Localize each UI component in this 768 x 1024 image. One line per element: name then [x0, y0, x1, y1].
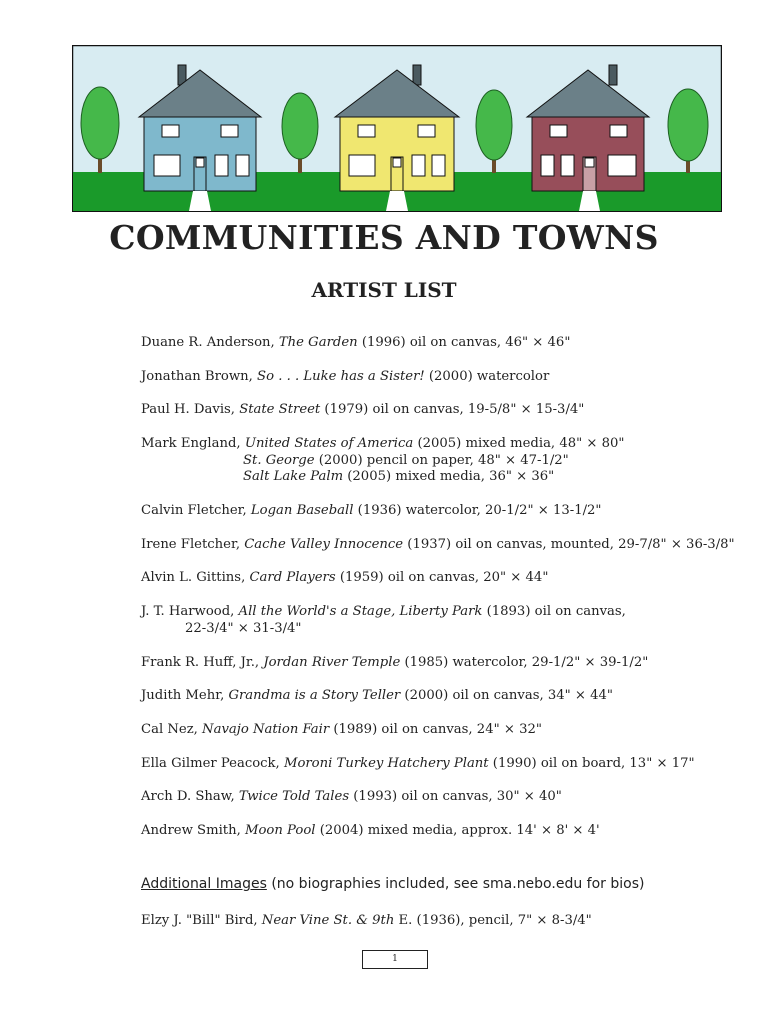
list-item: Andrew Smith, Moon Pool (2004) mixed media, approx. 14' × 8' × 4' [141, 823, 600, 838]
page-title: COMMUNITIES AND TOWNS [109, 218, 659, 257]
list-item: Arch D. Shaw, Twice Told Tales (1993) oil on canvas, 30" × 40" [141, 789, 562, 804]
list-item: Elzy J. "Bill" Bird, Near Vine St. & 9th E. (1936), pencil, 7" × 8-3/4" [141, 913, 592, 928]
list-item: Judith Mehr, Grandma is a Story Teller (2000) oil on canvas, 34" × 44" [141, 688, 613, 703]
list-item-continuation: Salt Lake Palm (2005) mixed media, 36" × 36" [243, 469, 555, 484]
header-illustration [72, 45, 722, 212]
page-number: 1 [362, 950, 428, 969]
list-item: Jonathan Brown, So . . . Luke has a Sister! (2000) watercolor [141, 369, 550, 384]
list-item: Cal Nez, Navajo Nation Fair (1989) oil on canvas, 24" × 32" [141, 722, 542, 737]
neighborhood-illustration [72, 45, 722, 212]
list-item: J. T. Harwood, All the World's a Stage, Liberty Park (1893) oil on canvas, [141, 604, 626, 619]
list-item: Irene Fletcher, Cache Valley Innocence (1937) oil on canvas, mounted, 29-7/8" × 36-3/8" [141, 537, 735, 552]
list-item: Ella Gilmer Peacock, Moroni Turkey Hatchery Plant (1990) oil on board, 13" × 17" [141, 756, 695, 771]
list-item: Paul H. Davis, State Street (1979) oil on canvas, 19-5/8" × 15-3/4" [141, 402, 585, 417]
list-item-continuation: 22-3/4" × 31-3/4" [185, 621, 302, 636]
page-subtitle: ARTIST LIST [311, 278, 457, 302]
list-item: Frank R. Huff, Jr., Jordan River Temple (1985) watercolor, 29-1/2" × 39-1/2" [141, 655, 649, 670]
additional-images-heading: Additional Images (no biographies included, see sma.nebo.edu for bios) [141, 876, 645, 892]
list-item-continuation: St. George (2000) pencil on paper, 48" × 47-1/2" [243, 453, 569, 468]
list-item: Mark England, United States of America (2005) mixed media, 48" × 80" [141, 436, 625, 451]
list-item: Duane R. Anderson, The Garden (1996) oil on canvas, 46" × 46" [141, 335, 571, 350]
list-item: Alvin L. Gittins, Card Players (1959) oil on canvas, 20" × 44" [141, 570, 549, 585]
list-item: Calvin Fletcher, Logan Baseball (1936) watercolor, 20-1/2" × 13-1/2" [141, 503, 602, 518]
